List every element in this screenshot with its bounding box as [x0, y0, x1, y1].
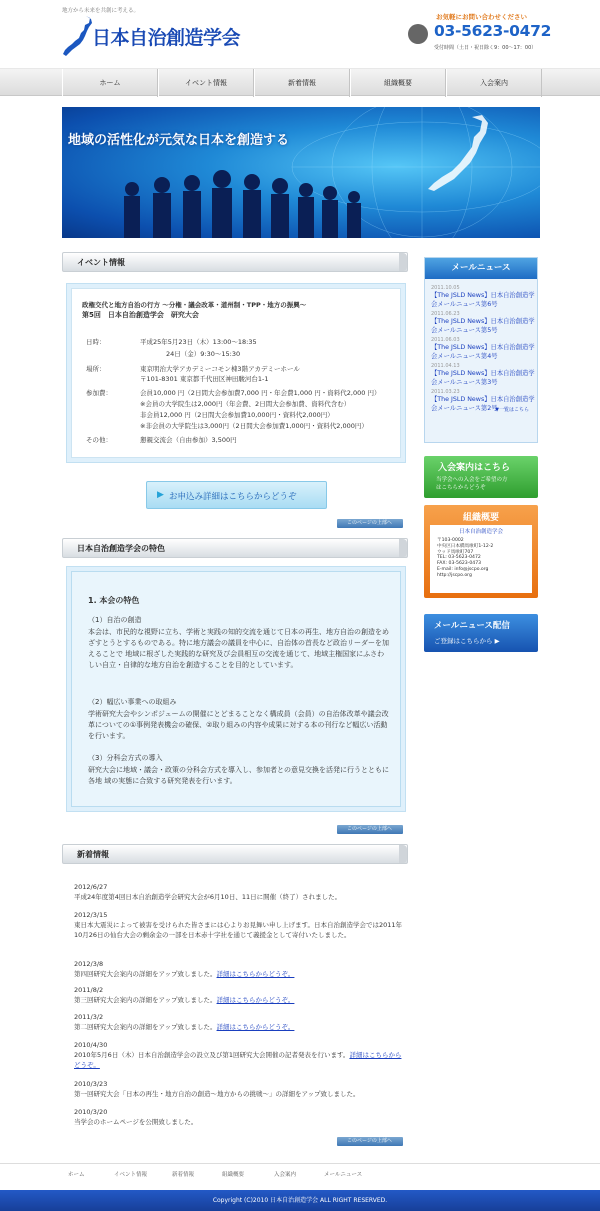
news-section-header — [62, 844, 408, 864]
mail-news-more-link[interactable]: ▼一覧はこちら — [495, 407, 529, 413]
business-hours: 受付時間（土日・祝日除く9：00～17：00） — [434, 45, 537, 51]
news-date: 2012/6/27 — [74, 883, 108, 891]
mail-news-date: 2011.06.03 — [431, 337, 460, 343]
news-item — [74, 1051, 404, 1070]
news-detail-link[interactable]: 詳細はこちらからどうぞ。 — [216, 996, 295, 1004]
news-date: 2010/3/20 — [74, 1108, 108, 1116]
organization-box — [424, 505, 538, 598]
mail-news-link[interactable]: 【The JSLD News】日本自治創造学会メールニュース第2号 — [431, 396, 535, 412]
event-title: 政権交代と地方自治の行方 ～分権・議会改革・道州制・TPP・地方の振興～ — [82, 301, 307, 309]
nav-membership[interactable]: 入会案内 — [446, 69, 542, 97]
footer-links — [62, 1170, 442, 1182]
footer-link-organization[interactable]: 組織概要 — [222, 1172, 245, 1178]
footer-link-home[interactable]: ホーム — [68, 1172, 85, 1178]
footer-divider — [0, 1163, 600, 1164]
news-section-title: 新着情報 — [77, 850, 109, 859]
site-title: 日本自治創造学会 — [92, 27, 241, 49]
organization-title: 組織概要 — [462, 513, 499, 523]
news-text: 当学会のホームページを公開致しました。 — [74, 1118, 198, 1126]
mail-news-link[interactable]: 【The JSLD News】日本自治創造学会メールニュース第5号 — [431, 318, 535, 334]
org-email[interactable]: E-mail: info@jscpo.org — [437, 567, 489, 572]
event-date-label: 日時： — [86, 338, 106, 346]
feature-body: 学術研究大会やシンポジュームの開催にとどまることなく構成員（会員）の自治体改革や議会改革についての①事例発表機会の確保、②取り組みの内容や成果に対する本の刊行など幅広い活動を行います。 — [88, 710, 389, 740]
to-top-button[interactable]: このページの上部へ — [337, 825, 403, 834]
news-detail-link[interactable]: 詳細はこちらからどうぞ。 — [216, 970, 295, 978]
copyright: Copyright (C)2010 日本自治創造学会 ALL RIGHT RESERVED. — [0, 1190, 600, 1211]
event-venue-address: 〒101-8301 東京都千代田区神田駿河台1-1 — [140, 375, 269, 383]
org-url[interactable]: http://jscpo.org — [437, 573, 472, 578]
event-venue-value: 東京明治大学アカデミーコモン棟3階アカデミーホール — [140, 365, 300, 373]
org-postal: 〒103-0002 — [437, 538, 464, 543]
arrow-right-icon: ▶ — [157, 490, 164, 500]
feature-title: （1）自治の創造 — [88, 616, 142, 624]
mail-news-date: 2011.10.05 — [431, 285, 460, 291]
news-date: 2012/3/8 — [74, 960, 104, 968]
mail-news-link[interactable]: 【The JSLD News】日本自治創造学会メールニュース第4号 — [431, 344, 535, 360]
news-text: 第一回研究大会「日本の再生・地方自治の創造～地方からの挑戦～」の詳細をアップ致しました。 — [74, 1090, 360, 1098]
features-section-title: 日本自治創造学会の特色 — [77, 544, 165, 553]
event-section-header — [62, 252, 408, 272]
mail-news-date: 2011.03.23 — [431, 389, 460, 395]
news-text: 第四回研究大会案内の詳細をアップ致しました。 — [74, 970, 217, 978]
news-date: 2012/3/15 — [74, 911, 108, 919]
mail-register-title: メールニュース配信 — [434, 621, 510, 631]
event-venue-label: 場所： — [86, 365, 106, 373]
feature-body: 本会は、市民的な視野に立ち、学術と実践の知的交流を通じて日本の再生、地方自治の創造をめざすとうとするものである。特に地方議会の議員を中心に、自治体の首長など政治リーダーを加えることで 地域に根ざした実践的な研究及び会員相互の交流を通じて、地域主権国家にふさわしい自立・自律的な地方自治を創造することを目的としています。 — [88, 628, 389, 669]
japan-map-icon — [62, 14, 94, 58]
org-address: 中央区日本橋馬喰町1-12-2 — [437, 544, 494, 549]
event-fee-value: ※非会員の大学院生は3,000円（2日間大会参加費1,000円・資料代2,000円） — [140, 422, 368, 430]
event-fee-label: 参加費： — [86, 389, 112, 397]
join-banner-title: 入会案内はこちら — [438, 463, 511, 473]
org-fax: FAX: 03-5623-0473 — [437, 561, 482, 566]
features-heading: 1. 本会の特色 — [88, 596, 140, 605]
event-subtitle: 第5回 日本自治創造学会 研究大会 — [82, 311, 199, 319]
mail-register-subtitle: ご登録はこちらから ▶ — [434, 637, 500, 645]
news-date: 2010/4/30 — [74, 1041, 108, 1049]
nav-organization[interactable]: 組織概要 — [350, 69, 446, 97]
event-fee-value: 非会員12,000 円（2日間大会参加費10,000円・資料代2,000円） — [140, 411, 334, 419]
event-date-value: 平成25年5月23日（木）13:00～18:35 — [140, 338, 257, 346]
mail-news-box — [424, 257, 538, 443]
news-detail-link[interactable]: 詳細はこちらからどうぞ。 — [74, 1051, 402, 1069]
event-section-title: イベント情報 — [77, 258, 125, 267]
phone-number[interactable]: 03-5623-0472 — [434, 22, 552, 40]
mail-news-link[interactable]: 【The JSLD News】日本自治創造学会メールニュース第6号 — [431, 292, 535, 308]
event-other-label: その他： — [86, 436, 112, 444]
feature-title: （2）幅広い事業への取組み — [88, 698, 177, 706]
news-text: 平成24年度第4回日本自治創造学会研究大会が6月10日、11日に開催（終了）されました。 — [74, 893, 342, 901]
site-logo[interactable] — [62, 14, 262, 58]
join-banner-desc: 当学会への入会をご希望の方 はこちらからどうぞ — [436, 477, 508, 491]
feature-title: （3）分科会方式の導入 — [88, 754, 163, 762]
event-fee-value: 会員10,000 円（2日間大会参加費7,000 円・年会費1,000 円・資料代2,000 円） — [140, 389, 381, 397]
news-item — [74, 996, 404, 1006]
mail-register-banner[interactable] — [424, 614, 538, 652]
organization-name: 日本自治創造学会 — [458, 529, 503, 535]
news-date: 2011/3/2 — [74, 1013, 104, 1021]
news-date: 2010/3/23 — [74, 1080, 108, 1088]
mail-news-date: 2011.04.13 — [431, 363, 460, 369]
nav-home[interactable]: ホーム — [62, 69, 158, 97]
global-nav — [0, 68, 600, 96]
news-text: 第三回研究大会案内の詳細をアップ致しました。 — [74, 996, 217, 1004]
org-building: ウッド馬喰町707 — [437, 550, 474, 555]
to-top-button[interactable]: このページの上部へ — [337, 519, 403, 528]
news-detail-link[interactable]: 詳細はこちらからどうぞ。 — [216, 1023, 295, 1031]
mail-news-title: メールニュース — [425, 258, 537, 279]
news-text: 第二回研究大会案内の詳細をアップ致しました。 — [74, 1023, 217, 1031]
footer-link-membership[interactable]: 入会案内 — [274, 1172, 297, 1178]
organization-info — [430, 525, 532, 593]
to-top-button[interactable]: このページの上部へ — [337, 1137, 403, 1146]
footer-link-mail-news[interactable]: メールニュース — [324, 1172, 363, 1178]
news-text: 2010年5月6日（木）日本自治創造学会の設立及び第1回研究大会開催の記者発表を行います。 — [74, 1051, 350, 1059]
footer-link-news[interactable]: 新着情報 — [172, 1172, 195, 1178]
hero-catchphrase: 地域の活性化が元気な日本を創造する — [68, 133, 290, 148]
nav-events[interactable]: イベント情報 — [158, 69, 254, 97]
contact-lead: お気軽にお問い合わせください — [436, 13, 527, 21]
feature-body: 研究大会に地域・議会・政策の分科会方式を導入し、参加者との意見交換を活発に行うとともに各地 域の実態に合致する研究発表を行います。 — [88, 766, 389, 785]
join-banner[interactable] — [424, 456, 538, 498]
event-date-value: 24日（金）9:30～15:30 — [140, 350, 241, 358]
phone-icon — [408, 24, 428, 44]
news-item — [74, 1023, 404, 1033]
nav-news[interactable]: 新着情報 — [254, 69, 350, 97]
news-date: 2011/8/2 — [74, 986, 104, 994]
event-other-value: 懇親交流会（自由参加）3,500円 — [140, 436, 237, 444]
org-tel: TEL: 03-5623-0472 — [437, 555, 481, 560]
footer-link-events[interactable]: イベント情報 — [114, 1172, 148, 1178]
tagline: 地方から未来を共創に考える。 — [62, 8, 140, 14]
hero-graphic — [62, 107, 540, 238]
hero-banner — [62, 107, 540, 238]
contact-box — [404, 12, 552, 58]
event-fee-value: ※会員の大学院生は2,000円（年会費、2日間大会参加費、資料代含む） — [140, 400, 351, 408]
apply-button[interactable] — [146, 481, 327, 509]
mail-news-date: 2011.06.23 — [431, 311, 460, 317]
news-text: 東日本大震災によって被害を受けられた皆さまには心よりお見舞い申し上げます。日本自治創造学会では2011年10月26日の仙台大会の剰余金の一部を日本赤十字社を通じて義援金として寄付いたしました。 — [74, 921, 403, 939]
apply-button-label: お申込み詳細はこちらからどうぞ — [169, 492, 297, 502]
news-item — [74, 970, 404, 980]
mail-news-link[interactable]: 【The JSLD News】日本自治創造学会メールニュース第3号 — [431, 370, 535, 386]
features-section-header — [62, 538, 408, 558]
